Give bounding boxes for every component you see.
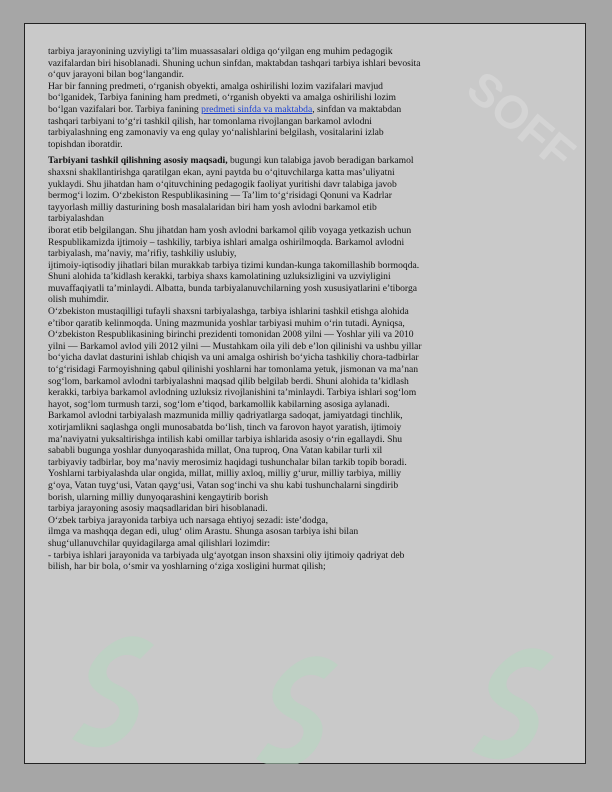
bold-lead: Tarbiyani tashkil qilishning asosiy maqsadi, (48, 155, 228, 167)
text-line: topishdan iboratdir. (48, 138, 123, 150)
text-line: bo‘lganidek, Tarbiya fanining ham predmeti, o‘rganish obyekti va amalga oshirilishi lozim (48, 92, 396, 104)
text-line: o‘quv jarayoni bilan bog‘langandir. (48, 69, 184, 81)
text-line: tarbiya jarayonining uzviyligi ta’lim muassasalari oldiga qo‘yilgan eng muhim pedagogik (48, 46, 393, 57)
text-line: bilish, har bir bola, o‘smir va yoshlarning o‘ziga xosligini hurmat qilish; (48, 561, 326, 573)
text-line: yilni — Barkamol avlod yili 2012 yilni — Mustahkam oila yili deb e’lon qilinishi va ushbu yillar (48, 340, 422, 352)
text-line: muvaffaqiyatli ta’minlaydi. Albatta, bunda tarbiyalanuvchilarning yosh xususiyatlarini e’tiborga (48, 282, 418, 294)
text-line: tarbiyalash, ma’naviy, ma’rifiy, tashkiliy uslubiy, (48, 248, 237, 260)
text-line: kerakki, tarbiya barkamol avlodning uzluksiz rivojlanishini ta’minlaydi. Tarbiya ishlari sog‘lom (48, 387, 417, 399)
text-line: bo‘yicha davlat dasturini ishlab chiqish va uni amalga oshirish bo‘yicha tashkiliy chora-tadbirlar (48, 352, 419, 364)
hyperlink[interactable]: predmeti sinfda va maktabda (201, 103, 313, 115)
paragraph-intro (48, 46, 544, 150)
text-line: shaxsni shakllantirishga qaratilgan ekan, ayni paytda bu o‘qituvchilarga katta mas’uliyatni (48, 166, 395, 178)
text-line: Respublikamizda ijtimoiy – tashkiliy, tarbiya ishlari amalga oshirilmoqda. Barkamol avlodni (48, 236, 405, 248)
text-line: shug‘ullanuvchilar quyidagilarga amal qilishlari lozimdir: (48, 537, 271, 549)
text-line: g‘oya, Vatan tuyg‘usi, Vatan qayg‘usi, Vatan sog‘inchi va shu kabi tushunchalarni singdirib (48, 479, 399, 491)
text-line: sog‘lom, barkamol avlodni tarbiyalashni maqsad qilib belgilab berdi. Shuni alohida ta’kidlash (48, 375, 409, 387)
text-line: hayot, sog‘lom turmush tarzi, sog‘lom e’tiqod, barkamollik kabilarning asosiga aylanadi. (48, 398, 390, 410)
text-line-heading (48, 155, 544, 167)
text-line: Har bir fanning predmeti, o‘rganish obyekti, amalga oshirilishi lozim vazifalari mavjud (48, 80, 383, 92)
text-segment: bo‘lgan vazifalari bor. Tarbiya fanining (48, 103, 202, 115)
text-line: olish muhimdir. (48, 294, 109, 306)
text-line: ma’naviyatni yuksaltirishga intilish kabi omillar tarbiya ishlarida asosiy o‘rin egallaydi. Shu (48, 433, 403, 445)
text-line: ijtimoiy-iqtisodiy jihatlari bilan murakkab tarbiya tizimi kundan-kunga takomillashib bormoqda. (48, 259, 420, 271)
text-line: tarbiyaviy tadbirlar, boy ma’naviy merosimiz haqidagi tushunchalar bilan tarkib topib boradi. (48, 456, 407, 468)
text-line: tarbiya jarayoning asosiy maqsadlaridan biri hisoblanadi. (48, 503, 268, 515)
text-line: tarbiyalashning eng zamonaviy va eng qulay yo‘nalishlarini belgilash, vositalarini izlab (48, 127, 384, 139)
text-line: O‘zbekiston mustaqilligi tufayli shaxsni tarbiyalashga, tarbiya ishlarini tashkil etishga alohida (48, 306, 409, 318)
text-line: yuklaydi. Shu jihatdan ham o‘qituvchining pedagogik faoliyat yuritishi davr talabiga javob (48, 178, 397, 190)
text-segment: , sinfdan va maktabdan (312, 103, 402, 115)
text-line: Yoshlarni tarbiyalashda ular ongida, millat, milliy axloq, milliy g‘urur, milliy tarbiya, milliy (48, 468, 402, 480)
text-line: tayyorlash milliy dasturining bosh masalalaridan biri ham yosh avlodni barkamol etib (48, 201, 377, 213)
svg-text:SOFF: SOFF (457, 60, 585, 180)
text-line: - tarbiya ishlari jarayonida va tarbiyada ulg‘ayotgan inson shaxsini oliy ijtimoiy qadriyat deb (48, 549, 405, 561)
text-line: to‘g‘risidagi Farmoyishning qabul qilinishi yoshlarni har tomonlama yetuk, jismonan va ma’nan (48, 364, 419, 376)
paragraph-main (48, 155, 544, 572)
text-line: sababli bugunga yoshlar dunyoqarashida millat, Ona tuproq, Ona Vatan kabilar turli xil (48, 445, 383, 457)
text-line: O‘zbek tarbiya jarayonida tarbiya uch narsaga ehtiyoj sezadi: iste’dodga, (48, 514, 328, 526)
text-line: O‘zbekiston Respublikasining birinchi prezidenti tomonidan 2008 yilni — Yoshlar yili va 2010 (48, 329, 414, 341)
text-line: tarbiyalashdan (48, 213, 104, 225)
text-line: xotirjamlikni saqlashga ongli munosabatda bo‘lish, tinch va farovon hayot yaratish, ijtimoiy (48, 422, 402, 433)
text-line: bermog‘i lozim. O‘zbekiston Respublikasining — Ta’lim to‘g‘risidagi Qonuni va Kadrlar (48, 190, 392, 202)
document-body (48, 46, 544, 573)
text-line: Shuni alohida ta’kidlash kerakki, tarbiya shaxs kamolatining uzluksizligini va uzviyligini (48, 271, 391, 283)
text-line: iborat etib belgilangan. Shu jihatdan ham yosh avlodni barkamol qilib voyaga yetkazish uchun (48, 224, 412, 236)
text-segment: bugungi kun talabiga javob beradigan barkamol (227, 155, 414, 167)
text-line: e’tibor qaratib kelinmoqda. Uning mazmunida yoshlar tarbiyasi muhim o‘rin tutadi. Ayniqsa, (48, 317, 405, 329)
text-line: ilmga va mashqqa degan edi, ulug‘ olim Arastu. Shunga asosan tarbiya ishi bilan (48, 526, 359, 538)
text-line: borish, ularning milliy dunyoqarashini kengaytirib borish (48, 491, 269, 503)
text-line-with-link (48, 104, 544, 116)
text-line: vazifalardan biri hisoblanadi. Shuning uchun sinfdan, maktabdan tashqari tarbiya ishlari bevosita (48, 57, 421, 69)
text-line: Barkamol avlodni tarbiyalash mazmunida milliy qadriyatlarga sadoqat, jamiyatdagi tinchlik, (48, 410, 403, 422)
text-line: tashqari tarbiyani to‘g‘ri tashkil qilish, har tomonlama rivojlangan barkamol avlodni (48, 115, 372, 127)
